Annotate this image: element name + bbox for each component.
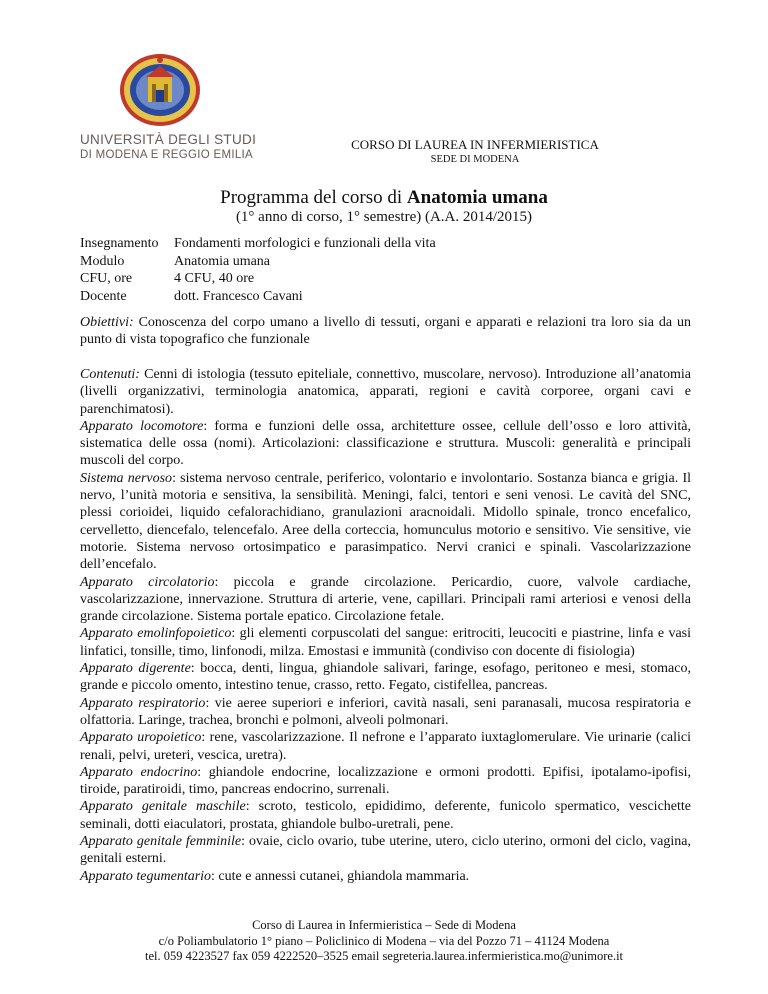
- contents-item-label: Apparato tegumentario: [80, 868, 212, 884]
- info-value: dott. Francesco Cavani: [174, 288, 303, 304]
- contents-item-text: : sistema nervoso centrale, periferico, volontario e involontario. Sostanza bianca e grigia. Il nervo, l’unità motoria e sensitiva, la sensibilità. Meningi, falci, tentori e seni venosi. Le cavità del SNC, plessi corioidei, liquido cefalorachidiano, granulazioni aracnoidali. Midollo spinale, tronco encefalico, cervelletto, diencefalo, telencefalo. Aree della corteccia, homunculus motorio e sensitivo. Vie sensitive, vie motorie. Sistema nervoso ortosimpatico e parasimpatico. Nervi cranici e spinali. Vascolarizzazione dell’encefalo.: [80, 470, 691, 573]
- page-title-course: Anatomia umana: [406, 187, 548, 208]
- contents-item-label: Apparato locomotore: [80, 418, 204, 434]
- course-name: CORSO DI LAUREA IN INFERMIERISTICA: [351, 137, 599, 152]
- info-key: Insegnamento: [80, 236, 159, 251]
- contents-item-label: Apparato uropoietico: [80, 730, 202, 746]
- contents-item: [80, 418, 691, 470]
- contents-item: [80, 574, 691, 626]
- contents-item-label: Apparato respiratorio: [80, 695, 206, 711]
- university-seal-icon: [108, 46, 212, 136]
- info-value: 4 CFU, 40 ore: [174, 271, 255, 286]
- contents-item: [80, 798, 691, 833]
- objectives-label: Obiettivi:: [80, 315, 134, 330]
- contents-item-label: Apparato endocrino: [80, 764, 198, 780]
- info-value: Anatomia umana: [174, 253, 271, 269]
- info-key: CFU, ore: [80, 271, 133, 286]
- contents-item-text: Cenni di istologia (tessuto epiteliale, connettivo, muscolare, nervoso). Introduzione all’anatomia (livelli organizzativi, terminologia anatomica, apparati, regioni e cavità corporee, organi cavi e parenchimatosi).: [80, 367, 691, 417]
- contents-item: [80, 833, 691, 868]
- contents-item-text: : vie aeree superiori e inferiori, cavità nasali, seni paranasali, mucosa respiratoria e olfattoria. Laringe, trachea, bronchi e polmoni, alveoli polmonari.: [80, 695, 691, 728]
- university-name-line1: UNIVERSITÀ DEGLI STUDI: [80, 132, 257, 147]
- contents-item: [80, 625, 691, 660]
- contents-item-label: Apparato circolatorio: [80, 574, 215, 590]
- info-value: Fondamenti morfologici e funzionali della vita: [174, 236, 436, 251]
- info-row: [80, 288, 436, 306]
- info-row: [80, 235, 436, 253]
- contents-item-text: : bocca, denti, lingua, ghiandole salivari, faringe, esofago, peritoneo e mesi, stomaco, grande e piccolo omento, intestino tenue, crasso, retto. Fegato, cistifellea, pancreas.: [80, 661, 691, 694]
- page-subtitle: (1° anno di corso, 1° semestre) (A.A. 2014/2015): [235, 209, 533, 225]
- contents-item: [80, 470, 691, 574]
- contents-item: [80, 868, 691, 885]
- contents-item-text: : cute e annessi cutanei, ghiandola mammaria.: [211, 868, 470, 884]
- contents-item-label: Apparato emolinfopoietico: [80, 626, 232, 642]
- info-row: [80, 270, 436, 288]
- contents-item: [80, 660, 691, 695]
- page-footer: [0, 918, 768, 965]
- contents-item-text: : rene, vascolarizzazione. Il nefrone e l’apparato iuxtaglomerulare. Vie urinarie (calici renali, pelvi, ureteri, vescica, uretra).: [80, 730, 692, 763]
- course-site: SEDE DI MODENA: [430, 154, 520, 165]
- page-title-prefix: Programma del corso di: [220, 187, 407, 208]
- contents-item-text: : gli elementi corpuscolati del sangue: eritrociti, leucociti e piastrine, linfa e vasi linfatici, tonsille, timo, linfonodi, milza. Emostasi e immunità (condiviso con docente di fisiologia): [80, 626, 691, 659]
- contents-item-label: Apparato genitale maschile: [80, 799, 246, 815]
- contents-item-text: : scroto, testicolo, epididimo, deferente, funicolo spermatico, vescichette seminali, dotti eiaculatori, prostata, ghiandole bulbo-uretrali, pene.: [80, 799, 691, 832]
- contents-item-label: Contenuti:: [80, 367, 140, 382]
- objectives-paragraph: [80, 314, 691, 349]
- contents-item: [80, 695, 691, 730]
- footer-line3: tel. 059 4223527 fax 059 4222520–3525 email segreteria.laurea.infermieristica.mo@unimore.it: [144, 949, 624, 963]
- footer-line1: Corso di Laurea in Infermieristica – Sede di Modena: [252, 918, 516, 932]
- contents-paragraph: [80, 366, 691, 885]
- contents-item-label: Apparato genitale femminile: [80, 834, 242, 850]
- contents-item-text: : forma e funzioni delle ossa, architetture ossee, cellule dell’osso e loro attività, sistematica delle ossa (nomi). Articolazioni: classificazione e struttura. Muscoli: generalità e principali muscoli del corpo.: [80, 418, 691, 469]
- info-row: [80, 253, 436, 271]
- contents-item-text: : ghiandole endocrine, localizzazione e ormoni prodotti. Epifisi, ipotalamo-ipofisi, tiroide, paratiroidi, timo, pancreas endocrino, surrenali.: [80, 764, 692, 798]
- course-info-table: [80, 235, 436, 305]
- info-key: Modulo: [80, 253, 125, 269]
- contents-item-label: Apparato digerente: [80, 661, 191, 677]
- contents-item-text: : piccola e grande circolazione. Pericardio, cuore, valvole cardiache, vascolarizzazione, innervazione. Struttura di arterie, vene, capillari. Principali rami arteriosi e venosi della grande circolazione. Sistema portale epatico. Circolazione fetale.: [80, 574, 691, 625]
- footer-line2: c/o Poliambulatorio 1° piano – Policlinico di Modena – via del Pozzo 71 – 41124 Modena: [158, 933, 610, 948]
- contents-item: [80, 366, 691, 418]
- course-header: [330, 137, 620, 167]
- contents-item: [80, 764, 691, 799]
- info-key: Docente: [80, 288, 127, 304]
- university-name-line2: DI MODENA E REGGIO EMILIA: [80, 149, 254, 161]
- university-name: [80, 132, 260, 163]
- contents-item: [80, 729, 691, 764]
- objectives-text: Conoscenza del corpo umano a livello di tessuti, organi e apparati e relazioni tra loro sia da un punto di vista topografico che funzionale: [80, 315, 691, 348]
- contents-item-label: Sistema nervoso: [80, 470, 173, 486]
- contents-item-text: : ovaie, ciclo ovario, tube uterine, utero, ciclo uterino, ormoni del ciclo, vagina, genitali esterni.: [80, 834, 691, 867]
